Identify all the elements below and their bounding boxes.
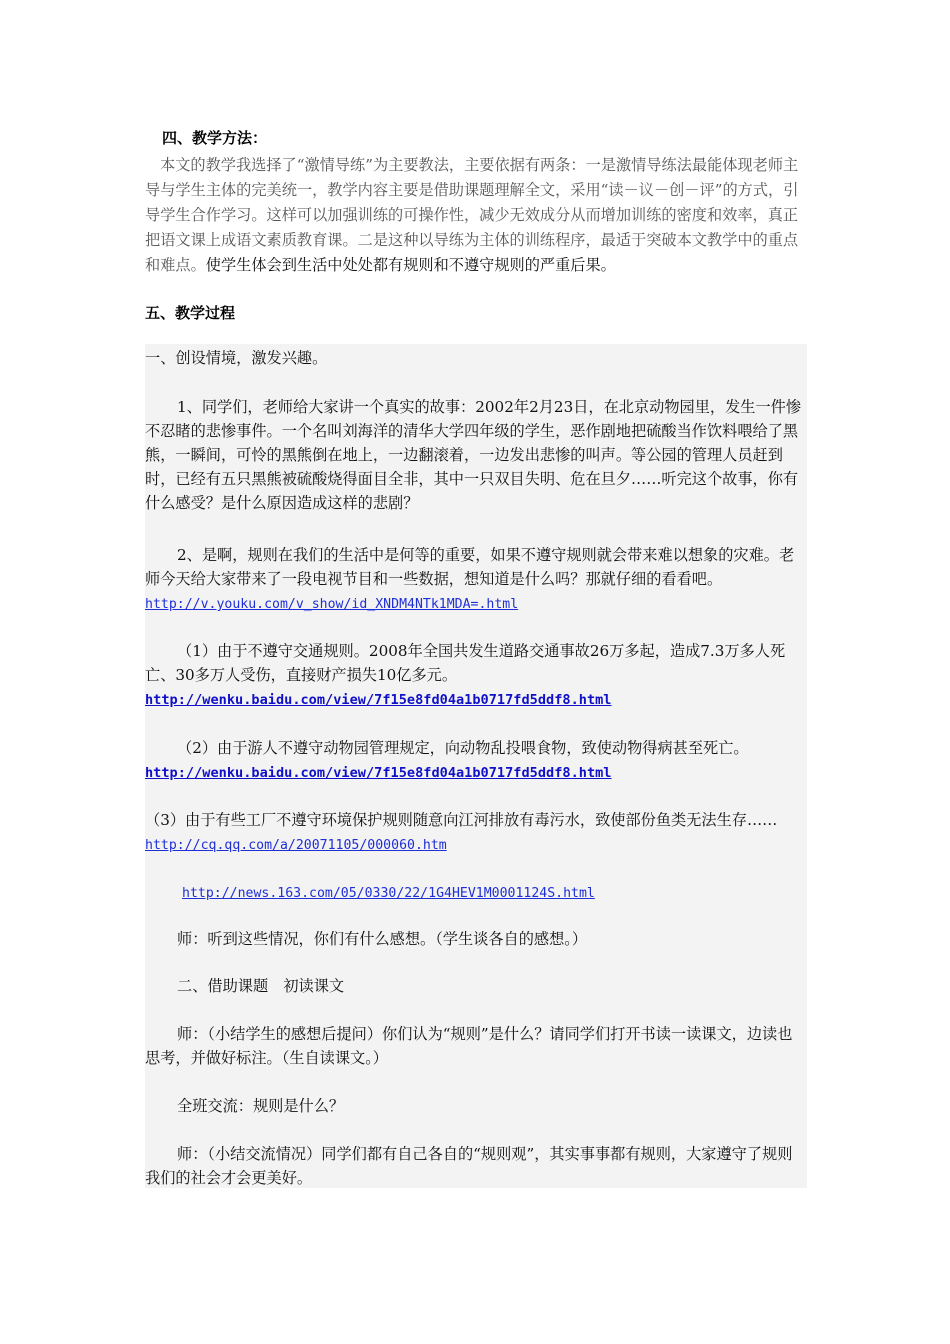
section-4-body xyxy=(145,153,807,278)
section-4-body-text: 本文的教学我选择了“激情导练”为主要教法，主要依据有两条：一是激情导练法最能体现老师主导与学生主体的完美统一，教学内容主要是借助课题理解全文，采用“读－议－创－评”的方式，引导学生合作学习。这样可以加强训练的可操作性，减少无效成分从而增加训练的密度和效率，真正把语文课上成语文素质教育课。二是这种以导练为主体的训练程序，最适于突破本文教学中的重点和难点。 xyxy=(145,156,799,274)
qq-news-link[interactable]: http://cq.qq.com/a/20071105/000060.htm xyxy=(145,838,447,853)
paragraph-zoo xyxy=(145,736,807,785)
paragraph-teacher-summary: 师：（小结学生的感想后提问）你们认为“规则”是什么？请同学们打开书读一读课文，边读也思考，并做好标注。（生自读课文。） xyxy=(145,1025,793,1067)
step-2-title: 二、借助课题 初读课文 xyxy=(177,977,345,995)
paragraph-conclusion: 师：（小结交流情况）同学们都有自己各自的“规则观”，其实事事都有规则，大家遵守了规则我们的社会才会更美好。 xyxy=(145,1145,793,1187)
netease-news-link[interactable]: http://news.163.com/05/0330/22/1G4HEV1M0001124S.html xyxy=(182,886,595,901)
paragraph-pollution xyxy=(145,808,807,858)
paragraph-163-link xyxy=(145,880,807,906)
paragraph-pollution-text: （3）由于有些工厂不遵守环境保护规则随意向江河排放有毒污水，致使部份鱼类无法生存…… xyxy=(145,811,778,829)
wenku-link-2[interactable]: http://wenku.baidu.com/view/7f15e8fd04a1b0717fd5ddf8.html xyxy=(145,765,612,781)
paragraph-rules-importance-text: 2、是啊，规则在我们的生活中是何等的重要，如果不遵守规则就会带来难以想象的灾难。老师今天给大家带来了一段电视节目和一些数据，想知道是什么吗？那就仔细的看看吧。 xyxy=(145,546,795,588)
section-5-heading: 五、教学过程 xyxy=(145,304,236,322)
step-1-title: 一、创设情境，激发兴趣。 xyxy=(145,349,328,367)
section-4-body-end: 使学生体会到生活中处处都有规则和不遵守规则的严重后果。 xyxy=(205,256,616,274)
paragraph-class-discussion: 全班交流：规则是什么？ xyxy=(177,1097,345,1115)
section-4-heading: 四、教学方法： xyxy=(162,129,268,147)
paragraph-traffic xyxy=(145,639,807,712)
paragraph-traffic-text: （1）由于不遵守交通规则。2008年全国共发生道路交通事故26万多起，造成7.3万多人死亡、30多万人受伤，直接财产损失10亿多元。 xyxy=(145,642,786,684)
paragraph-rules-importance xyxy=(145,543,807,617)
paragraph-teacher-question: 师：听到这些情况，你们有什么感想。（学生谈各自的感想。） xyxy=(177,930,588,948)
paragraph-zoo-text: （2）由于游人不遵守动物园管理规定，向动物乱投喂食物，致使动物得病甚至死亡。 xyxy=(177,739,749,757)
youku-video-link[interactable]: http://v.youku.com/v_show/id_XNDM4NTk1MDA=.html xyxy=(145,597,519,612)
wenku-link-1[interactable]: http://wenku.baidu.com/view/7f15e8fd04a1b0717fd5ddf8.html xyxy=(145,692,612,708)
paragraph-story: 1、同学们，老师给大家讲一个真实的故事：2002年2月23日，在北京动物园里，发生一件惨不忍睹的悲惨事件。一个名叫刘海洋的清华大学四年级的学生，恶作剧地把硫酸当作饮料喂给了黑熊，一瞬间，可怜的黑熊倒在地上，一边翻滚着，一边发出悲惨的叫声。等公园的管理人员赶到时，已经有五只黑熊被硫酸烧得面目全非，其中一只双目失明、危在旦夕……听完这个故事，你有什么感受？是什么原因造成这样的悲剧？ xyxy=(145,398,802,512)
